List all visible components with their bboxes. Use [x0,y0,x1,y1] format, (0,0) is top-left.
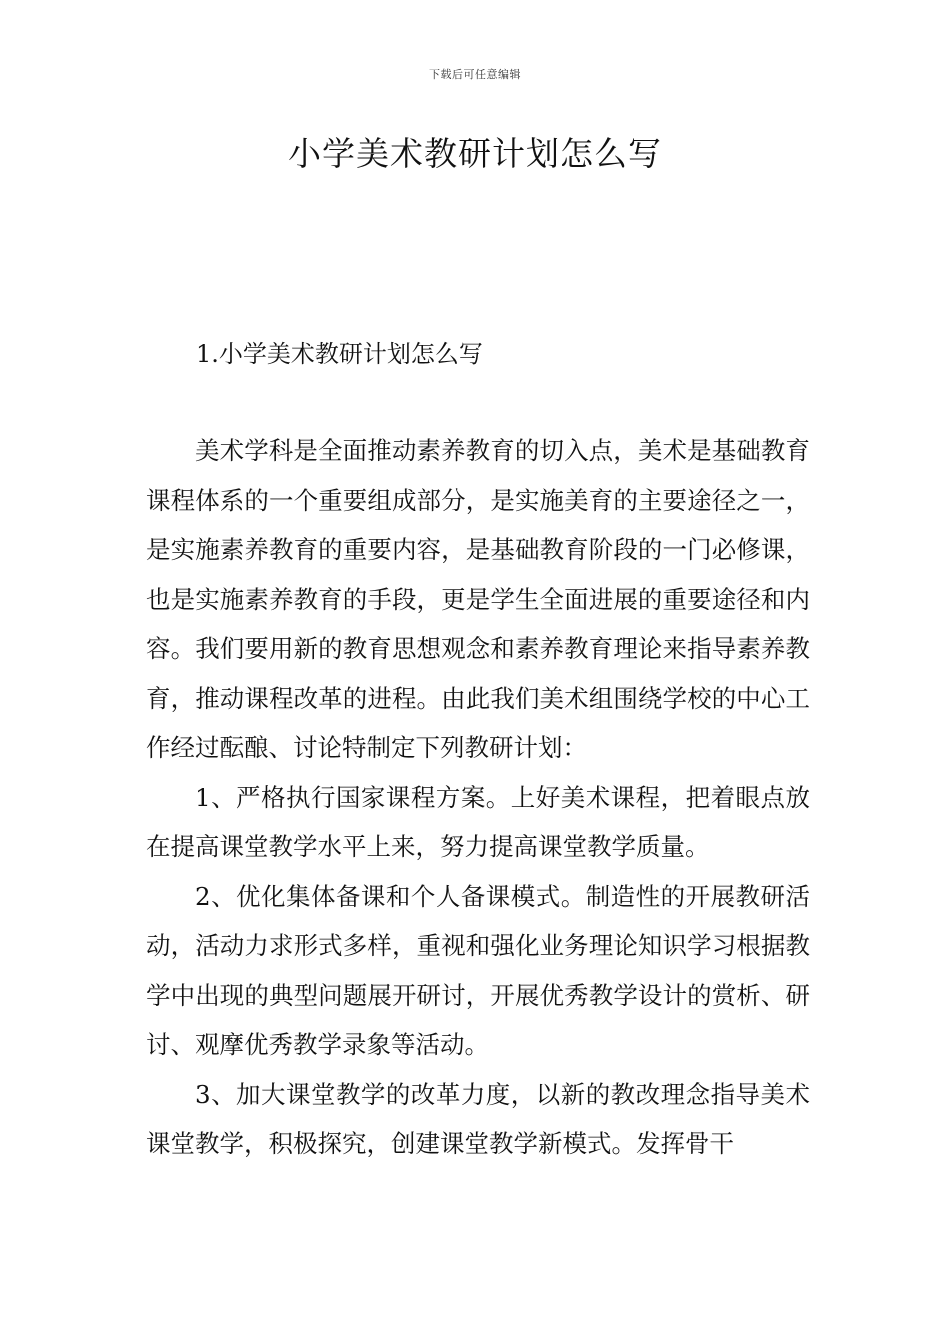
header-note: 下载后可任意编辑 [429,68,521,81]
paragraph-item-1: 1、严格执行国家课程方案。上好美术课程，把着眼点放在提高课堂教学水平上来，努力提高课堂教学质量。 [146,782,810,861]
paragraph-item-3: 3、加大课堂教学的改革力度，以新的教改理念指导美术课堂教学，积极探究，创建课堂教学新模式。发挥骨干 [146,1079,810,1158]
paragraph-item-2: 2、优化集体备课和个人备课模式。制造性的开展教研活动，活动力求形式多样，重视和强化业务理论知识学习根据教学中出现的典型问题展开研讨，开展优秀教学设计的赏析、研讨、观摩优秀教学录象等活动。 [146,881,810,1059]
section-heading: 1.小学美术教研计划怎么写 [196,340,483,368]
document-title: 小学美术教研计划怎么写 [288,134,662,173]
paragraph-intro: 美术学科是全面推动素养教育的切入点，美术是基础教育课程体系的一个重要组成部分，是实施美育的主要途径之一，是实施素养教育的重要内容，是基础教育阶段的一门必修课，也是实施素养教育的手段，更是学生全面进展的重要途径和内容。我们要用新的教育思想观念和素养教育理论来指导素养教育，推动课程改革的进程。由此我们美术组围绕学校的中心工作经过酝酿、讨论特制定下列教研计划： [146,436,810,762]
document-body [146,426,810,1169]
